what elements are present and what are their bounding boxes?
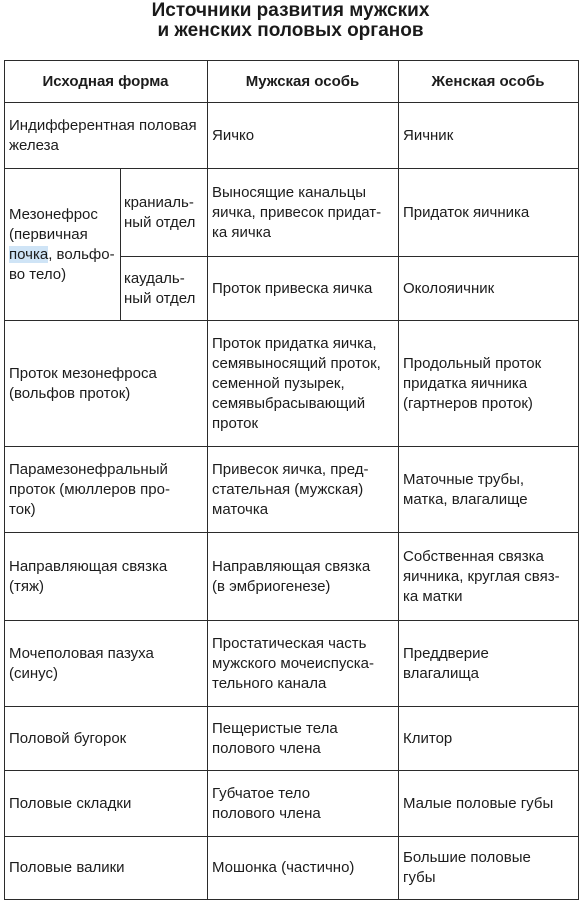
table-header-row: [5, 61, 579, 103]
cell-male: Яичко: [208, 103, 399, 169]
cell-male: Мошонка (частично): [208, 837, 399, 900]
cell-source: Направляющая связка (тяж): [5, 533, 208, 621]
table-row: [5, 169, 579, 257]
cell-male: Выносящие канальцы яичка, привесок придат- ка яичка: [208, 169, 399, 257]
cell-female: Собственная связка яичника, круглая связ- ка матки: [399, 533, 579, 621]
title-line-1: Источники развития мужских: [151, 0, 430, 21]
cell-male: Проток придатка яичка, семявыносящий проток, семенной пузырек, семявыбрасывающий проток: [208, 321, 399, 447]
cell-male: Простатическая часть мужского мочеиспуска- тельного канала: [208, 621, 399, 707]
cell-female: Преддверие влагалища: [399, 621, 579, 707]
table-row: [5, 103, 579, 169]
header-source: Исходная форма: [5, 61, 208, 103]
cell-source: Половые валики: [5, 837, 208, 900]
table-row: [5, 621, 579, 707]
cell-male: Привесок яичка, пред- стательная (мужская) маточка: [208, 447, 399, 533]
cell-source: Индифферентная половая железа: [5, 103, 208, 169]
cell-source: Проток мезонефроса (вольфов проток): [5, 321, 208, 447]
table-row: [5, 707, 579, 771]
header-male: Мужская особь: [208, 61, 399, 103]
cell-source: [5, 169, 121, 321]
cell-source: Мочеполовая пазуха (синус): [5, 621, 208, 707]
title-line-2: и женских половых органов: [157, 20, 424, 41]
cell-male: Проток привеска яичка: [208, 257, 399, 321]
source-text-part: Мезонефрос (первичная: [9, 205, 98, 243]
highlighted-word: почка: [9, 245, 49, 263]
cell-source: Половой бугорок: [5, 707, 208, 771]
cell-female: Клитор: [399, 707, 579, 771]
table-row: [5, 771, 579, 837]
cell-female: Околояичник: [399, 257, 579, 321]
header-female: Женская особь: [399, 61, 579, 103]
table-row: [5, 447, 579, 533]
cell-male: Пещеристые тела полового члена: [208, 707, 399, 771]
cell-female: Большие половые губы: [399, 837, 579, 900]
table-row: [5, 837, 579, 900]
table-row: [5, 533, 579, 621]
page-title: [0, 1, 581, 41]
cell-male: Губчатое тело полового члена: [208, 771, 399, 837]
organ-development-table: [4, 60, 579, 900]
source-text-part: , вольфо- во тело): [9, 245, 115, 283]
table-row: [5, 321, 579, 447]
cell-subpart: краниаль- ный отдел: [121, 169, 208, 257]
cell-female: Малые половые губы: [399, 771, 579, 837]
cell-female: Продольный проток придатка яичника (гартнеров проток): [399, 321, 579, 447]
cell-female: Яичник: [399, 103, 579, 169]
cell-source: Половые складки: [5, 771, 208, 837]
cell-female: Маточные трубы, матка, влагалище: [399, 447, 579, 533]
cell-female: Придаток яичника: [399, 169, 579, 257]
cell-male: Направляющая связка (в эмбриогенезе): [208, 533, 399, 621]
cell-subpart: каудаль- ный отдел: [121, 257, 208, 321]
cell-source: Парамезонефральный проток (мюллеров про- ток): [5, 447, 208, 533]
